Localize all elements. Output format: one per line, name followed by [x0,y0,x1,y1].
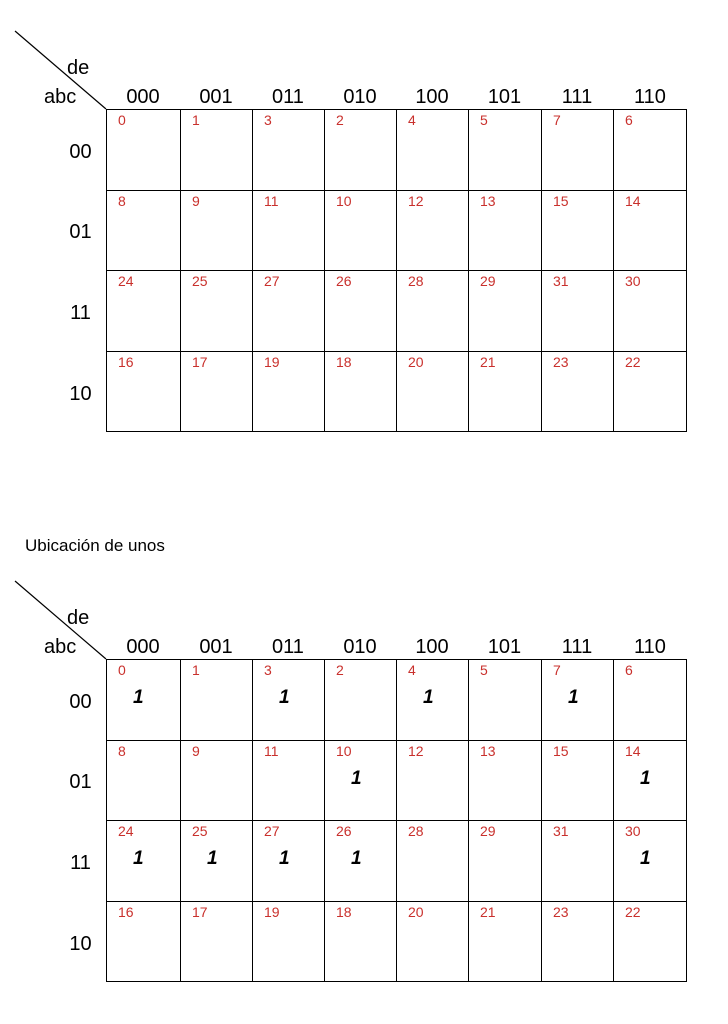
kmap-cell [324,270,396,351]
cell-index: 27 [264,273,280,289]
kmap-cell [106,351,180,432]
kmap-cell [541,740,613,820]
kmap-cell [541,901,613,982]
kmap-cell [106,659,180,740]
kmap-cell [180,740,252,820]
cell-index: 31 [553,273,569,289]
cell-index: 18 [336,904,352,920]
cell-index: 6 [625,662,633,678]
cell-index: 28 [408,273,424,289]
cell-index: 29 [480,273,496,289]
cell-index: 18 [336,354,352,370]
cell-index: 12 [408,193,424,209]
kmap-cell [468,901,541,982]
karnaugh-map-ones [0,550,728,1010]
kmap-cell [324,659,396,740]
kmap-cell [541,820,613,901]
kmap-cell [396,109,468,190]
cell-index: 12 [408,743,424,759]
kmap-cell [613,820,687,901]
cell-index: 20 [408,904,424,920]
cell-index: 21 [480,354,496,370]
cell-index: 2 [336,112,344,128]
cell-index: 13 [480,193,496,209]
kmap-cell [324,190,396,270]
kmap-cell [468,820,541,901]
column-header: 010 [343,86,377,108]
cell-index: 23 [553,904,569,920]
cell-index: 21 [480,904,496,920]
kmap-cell [180,270,252,351]
column-variable-label: de [67,607,90,629]
cell-index: 0 [118,662,126,678]
cell-value: 1 [133,687,144,708]
kmap-cell [252,190,324,270]
cell-index: 1 [192,662,200,678]
cell-index: 26 [336,823,352,839]
kmap-cell [613,109,687,190]
row-variable-label: abc [44,636,77,658]
cell-index: 22 [625,354,641,370]
column-header: 011 [272,636,304,658]
cell-index: 17 [192,354,208,370]
cell-index: 10 [336,743,352,759]
cell-value: 1 [568,687,579,708]
kmap-cell [252,659,324,740]
cell-index: 24 [118,823,134,839]
kmap-cell [396,740,468,820]
column-header: 101 [487,636,522,658]
kmap-cell [252,351,324,432]
row-header: 11 [70,851,91,874]
cell-value: 1 [640,768,651,789]
kmap-cell [613,190,687,270]
cell-index: 11 [264,743,279,759]
column-header: 111 [561,86,593,108]
kmap-cell [396,270,468,351]
column-header: 101 [487,86,522,108]
column-header: 001 [199,636,233,658]
column-header: 111 [561,636,593,658]
cell-index: 30 [625,273,641,289]
kmap-cell [106,109,180,190]
cell-index: 19 [264,904,280,920]
cell-index: 15 [553,193,569,209]
cell-index: 9 [192,743,200,759]
cell-index: 14 [625,193,641,209]
kmap-cell [324,901,396,982]
kmap-cell [106,901,180,982]
column-header: 000 [126,86,160,108]
column-header: 100 [415,86,449,108]
kmap-cell [613,351,687,432]
kmap-cell [541,351,613,432]
kmap-cell [252,740,324,820]
caption-ubicacion-de-unos: Ubicación de unos [25,536,165,555]
cell-value: 1 [279,687,290,708]
cell-index: 25 [192,273,208,289]
cell-index: 30 [625,823,641,839]
row-header: 00 [69,690,92,713]
kmap-cell [541,270,613,351]
cell-value: 1 [351,768,362,789]
kmap-cell [180,109,252,190]
kmap-cell [252,270,324,351]
cell-index: 28 [408,823,424,839]
cell-value: 1 [207,848,218,869]
cell-index: 24 [118,273,134,289]
cell-index: 8 [118,193,126,209]
cell-index: 16 [118,354,134,370]
kmap-cell [468,740,541,820]
cell-index: 5 [480,112,488,128]
kmap-cell [180,351,252,432]
kmap-cell [468,190,541,270]
row-header: 10 [69,382,92,405]
cell-index: 2 [336,662,344,678]
kmap-cell [180,659,252,740]
kmap-cell [180,820,252,901]
cell-index: 8 [118,743,126,759]
kmap-cell [252,109,324,190]
kmap-grid [106,109,687,432]
kmap-cell [106,740,180,820]
kmap-cell [324,351,396,432]
column-header: 010 [343,636,377,658]
cell-index: 14 [625,743,641,759]
kmap-cell [180,190,252,270]
kmap-cell [324,740,396,820]
cell-index: 0 [118,112,126,128]
row-header: 01 [69,771,92,793]
cell-index: 4 [408,112,416,128]
cell-index: 20 [408,354,424,370]
kmap-cell [106,820,180,901]
cell-index: 3 [264,662,272,678]
cell-index: 7 [553,112,561,128]
kmap-cell [180,901,252,982]
kmap-cell [324,820,396,901]
cell-index: 22 [625,904,641,920]
column-header: 110 [634,636,666,658]
row-header: 11 [70,301,91,324]
kmap-cell [468,270,541,351]
row-header: 10 [69,932,92,955]
kmap-cell [396,659,468,740]
cell-index: 11 [264,193,279,209]
row-header: 00 [69,140,92,163]
kmap-cell [613,740,687,820]
kmap-cell [396,820,468,901]
kmap-cell [613,270,687,351]
cell-value: 1 [133,848,144,869]
cell-index: 9 [192,193,200,209]
cell-index: 7 [553,662,561,678]
row-variable-label: abc [44,86,77,108]
kmap-cell [396,351,468,432]
column-variable-label: de [67,57,90,79]
kmap-cell [106,270,180,351]
karnaugh-map-empty [0,0,728,460]
column-header: 011 [272,86,304,108]
cell-index: 4 [408,662,416,678]
cell-index: 5 [480,662,488,678]
kmap-cell [396,901,468,982]
cell-index: 17 [192,904,208,920]
cell-index: 13 [480,743,496,759]
kmap-cell [613,659,687,740]
cell-index: 16 [118,904,134,920]
cell-index: 3 [264,112,272,128]
kmap-cell [106,190,180,270]
cell-index: 19 [264,354,280,370]
kmap-cell [541,659,613,740]
column-header: 100 [415,636,449,658]
cell-index: 10 [336,193,352,209]
kmap-cell [396,190,468,270]
cell-index: 1 [192,112,200,128]
kmap-cell [468,351,541,432]
cell-index: 26 [336,273,352,289]
column-header: 001 [199,86,233,108]
cell-index: 31 [553,823,569,839]
kmap-cell [468,109,541,190]
row-header: 01 [69,221,92,243]
kmap-cell [252,820,324,901]
kmap-cell [252,901,324,982]
kmap-grid [106,659,687,982]
cell-index: 25 [192,823,208,839]
kmap-cell [541,109,613,190]
column-header: 110 [634,86,666,108]
cell-value: 1 [640,848,651,869]
kmap-cell [613,901,687,982]
kmap-cell [468,659,541,740]
cell-value: 1 [351,848,362,869]
cell-index: 6 [625,112,633,128]
kmap-cell [541,190,613,270]
cell-index: 23 [553,354,569,370]
kmap-cell [324,109,396,190]
cell-value: 1 [423,687,434,708]
column-header: 000 [126,636,160,658]
cell-index: 15 [553,743,569,759]
cell-index: 27 [264,823,280,839]
cell-index: 29 [480,823,496,839]
cell-value: 1 [279,848,290,869]
